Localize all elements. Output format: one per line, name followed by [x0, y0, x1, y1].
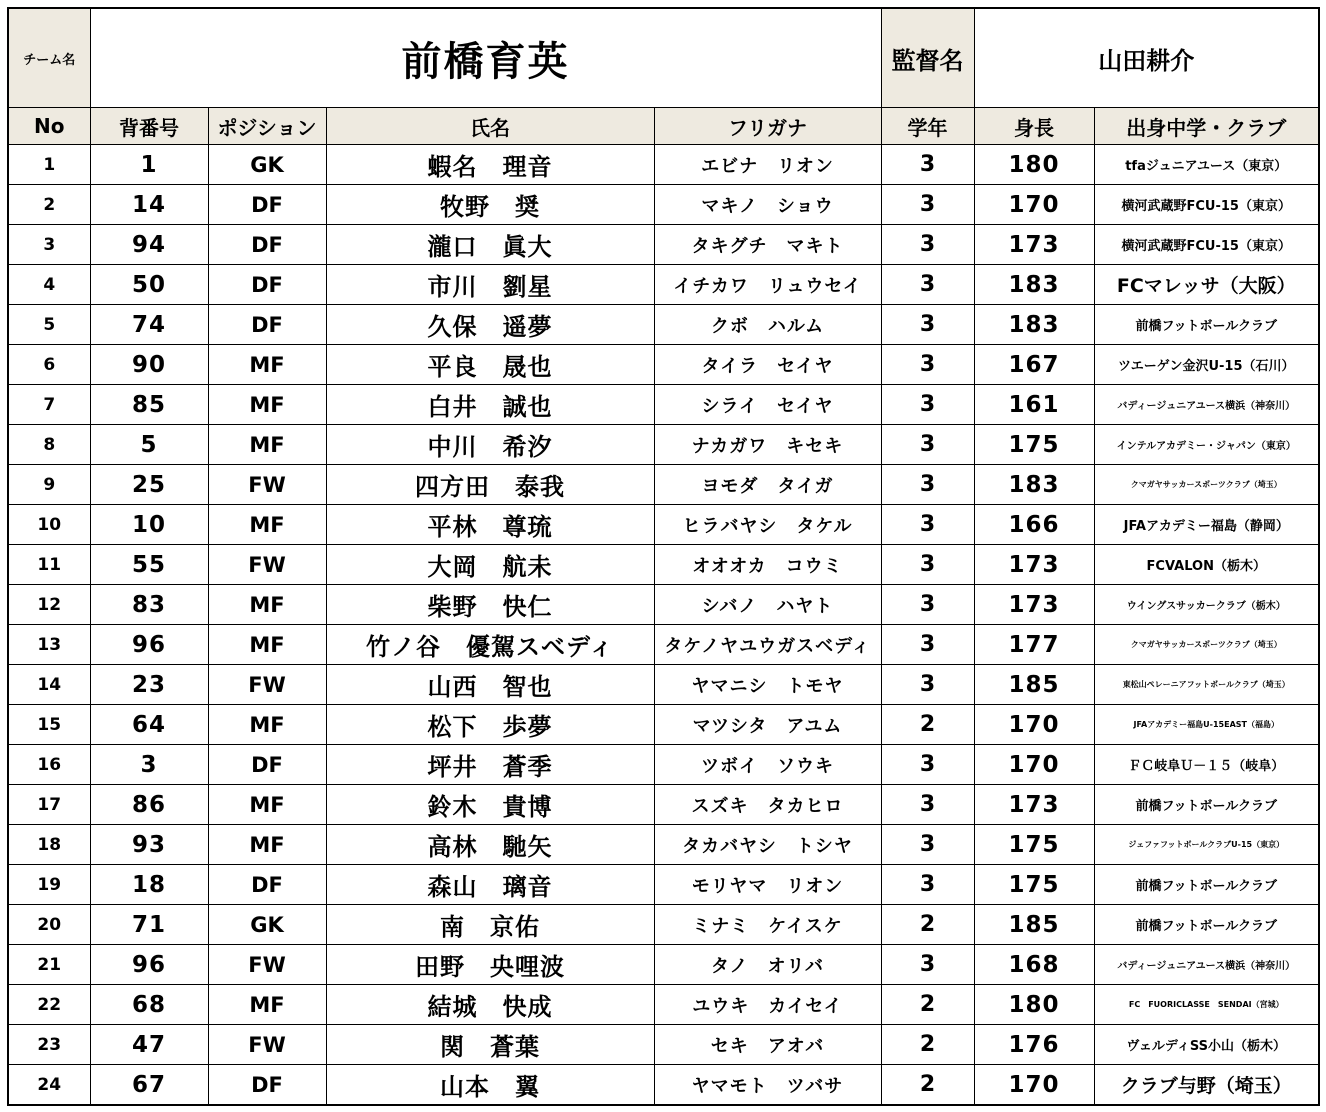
player-number: 83 [90, 585, 208, 625]
player-kana: タケノヤユウガスベディ [654, 625, 881, 665]
player-grade: 3 [881, 385, 974, 425]
player-position: MF [208, 625, 326, 665]
player-number: 93 [90, 825, 208, 865]
player-grade: 3 [881, 305, 974, 345]
player-kana: タイラ セイヤ [654, 345, 881, 385]
player-height: 173 [974, 785, 1094, 825]
player-name: 四方田 泰我 [326, 465, 654, 505]
player-height: 167 [974, 345, 1094, 385]
col-height: 身長 [974, 108, 1094, 145]
player-number: 94 [90, 225, 208, 265]
player-no: 12 [8, 585, 90, 625]
player-position: MF [208, 505, 326, 545]
player-no: 14 [8, 665, 90, 705]
player-club: 前橋フットボールクラブ [1094, 785, 1319, 825]
table-row [8, 945, 1319, 985]
roster-sheet [7, 7, 1318, 1106]
player-number: 47 [90, 1025, 208, 1065]
player-position: DF [208, 1065, 326, 1106]
team-header-row [8, 8, 1319, 108]
player-grade: 3 [881, 145, 974, 185]
player-kana: ヨモダ タイガ [654, 465, 881, 505]
player-position: DF [208, 305, 326, 345]
player-number: 10 [90, 505, 208, 545]
table-row [8, 425, 1319, 465]
player-club: ヴェルディSS小山（栃木） [1094, 1025, 1319, 1065]
table-row [8, 545, 1319, 585]
player-no: 8 [8, 425, 90, 465]
player-number: 1 [90, 145, 208, 185]
player-position: FW [208, 465, 326, 505]
player-kana: クボ ハルム [654, 305, 881, 345]
player-kana: タノ オリバ [654, 945, 881, 985]
player-grade: 3 [881, 945, 974, 985]
team-name: 前橋育英 [90, 8, 881, 108]
player-name: 山西 智也 [326, 665, 654, 705]
table-row [8, 825, 1319, 865]
player-number: 25 [90, 465, 208, 505]
player-name: 白井 誠也 [326, 385, 654, 425]
player-club: クマガヤサッカースポーツクラブ（埼玉） [1094, 625, 1319, 665]
player-name: 森山 璃音 [326, 865, 654, 905]
player-position: FW [208, 665, 326, 705]
col-club: 出身中学・クラブ [1094, 108, 1319, 145]
player-kana: セキ アオバ [654, 1025, 881, 1065]
player-club: ツエーゲン金沢U-15（石川） [1094, 345, 1319, 385]
player-number: 68 [90, 985, 208, 1025]
player-height: 177 [974, 625, 1094, 665]
player-club: 前橋フットボールクラブ [1094, 865, 1319, 905]
coach-label: 監督名 [881, 8, 974, 108]
player-club: ジェファフットボールクラブU-15（東京） [1094, 825, 1319, 865]
player-height: 170 [974, 1065, 1094, 1106]
player-number: 64 [90, 705, 208, 745]
col-kana: フリガナ [654, 108, 881, 145]
player-grade: 3 [881, 825, 974, 865]
player-grade: 3 [881, 265, 974, 305]
player-position: DF [208, 745, 326, 785]
player-club: FCマレッサ（大阪） [1094, 265, 1319, 305]
player-number: 14 [90, 185, 208, 225]
player-club: クマガヤサッカースポーツクラブ（埼玉） [1094, 465, 1319, 505]
player-kana: ヒラバヤシ タケル [654, 505, 881, 545]
player-name: 松下 歩夢 [326, 705, 654, 745]
table-row [8, 785, 1319, 825]
table-row [8, 305, 1319, 345]
player-position: MF [208, 425, 326, 465]
col-grade: 学年 [881, 108, 974, 145]
player-number: 50 [90, 265, 208, 305]
player-height: 166 [974, 505, 1094, 545]
player-number: 23 [90, 665, 208, 705]
table-row [8, 985, 1319, 1025]
player-kana: ヤマモト ツバサ [654, 1065, 881, 1106]
player-name: 高林 馳矢 [326, 825, 654, 865]
player-club: 横河武蔵野FCU-15（東京） [1094, 185, 1319, 225]
player-height: 173 [974, 585, 1094, 625]
player-number: 86 [90, 785, 208, 825]
player-name: 南 京佑 [326, 905, 654, 945]
player-no: 20 [8, 905, 90, 945]
col-name: 氏名 [326, 108, 654, 145]
player-position: MF [208, 785, 326, 825]
player-position: GK [208, 145, 326, 185]
player-kana: モリヤマ リオン [654, 865, 881, 905]
player-name: 結城 快成 [326, 985, 654, 1025]
player-no: 7 [8, 385, 90, 425]
player-number: 74 [90, 305, 208, 345]
player-position: DF [208, 265, 326, 305]
player-name: 中川 希汐 [326, 425, 654, 465]
player-no: 1 [8, 145, 90, 185]
player-club: JFAアカデミー福島U-15EAST（福島） [1094, 705, 1319, 745]
player-position: DF [208, 225, 326, 265]
player-kana: ツボイ ソウキ [654, 745, 881, 785]
player-number: 71 [90, 905, 208, 945]
player-name: 市川 劉星 [326, 265, 654, 305]
player-club: バディージュニアユース横浜（神奈川） [1094, 385, 1319, 425]
player-no: 13 [8, 625, 90, 665]
player-position: GK [208, 905, 326, 945]
player-name: 関 蒼葉 [326, 1025, 654, 1065]
player-no: 15 [8, 705, 90, 745]
player-kana: タカバヤシ トシヤ [654, 825, 881, 865]
player-number: 3 [90, 745, 208, 785]
player-number: 96 [90, 945, 208, 985]
player-kana: ミナミ ケイスケ [654, 905, 881, 945]
table-row [8, 345, 1319, 385]
column-header-row [8, 108, 1319, 145]
player-no: 4 [8, 265, 90, 305]
table-row [8, 585, 1319, 625]
player-height: 173 [974, 545, 1094, 585]
player-height: 170 [974, 745, 1094, 785]
player-kana: シバノ ハヤト [654, 585, 881, 625]
player-club: 前橋フットボールクラブ [1094, 905, 1319, 945]
player-kana: エビナ リオン [654, 145, 881, 185]
player-height: 180 [974, 145, 1094, 185]
player-no: 10 [8, 505, 90, 545]
table-row [8, 1065, 1319, 1106]
player-grade: 3 [881, 425, 974, 465]
player-height: 175 [974, 425, 1094, 465]
table-row [8, 905, 1319, 945]
player-name: 竹ノ谷 優駕スベディ [326, 625, 654, 665]
table-row [8, 625, 1319, 665]
player-no: 22 [8, 985, 90, 1025]
col-no: No [8, 108, 90, 145]
player-grade: 3 [881, 865, 974, 905]
player-club: ＦＣ岐阜Ｕ－１５（岐阜） [1094, 745, 1319, 785]
player-no: 16 [8, 745, 90, 785]
player-club: tfaジュニアユース（東京） [1094, 145, 1319, 185]
player-height: 185 [974, 905, 1094, 945]
player-height: 183 [974, 465, 1094, 505]
player-club: ウイングスサッカークラブ（栃木） [1094, 585, 1319, 625]
player-number: 18 [90, 865, 208, 905]
player-name: 瀧口 眞大 [326, 225, 654, 265]
player-number: 67 [90, 1065, 208, 1106]
player-height: 183 [974, 305, 1094, 345]
roster-table [7, 7, 1320, 1106]
player-no: 17 [8, 785, 90, 825]
player-no: 2 [8, 185, 90, 225]
player-grade: 2 [881, 905, 974, 945]
player-club: 東松山ペレーニアフットボールクラブ（埼玉） [1094, 665, 1319, 705]
player-name: 牧野 奨 [326, 185, 654, 225]
player-club: 前橋フットボールクラブ [1094, 305, 1319, 345]
player-club: FC FUORICLASSE SENDAI（宮城） [1094, 985, 1319, 1025]
player-grade: 2 [881, 1025, 974, 1065]
player-position: FW [208, 945, 326, 985]
table-row [8, 665, 1319, 705]
player-grade: 3 [881, 665, 974, 705]
player-kana: シライ セイヤ [654, 385, 881, 425]
player-position: DF [208, 185, 326, 225]
table-row [8, 225, 1319, 265]
player-position: DF [208, 865, 326, 905]
player-name: 田野 央哩波 [326, 945, 654, 985]
player-name: 鈴木 貴博 [326, 785, 654, 825]
player-name: 久保 遥夢 [326, 305, 654, 345]
player-grade: 3 [881, 625, 974, 665]
player-number: 90 [90, 345, 208, 385]
coach-name: 山田耕介 [974, 8, 1319, 108]
player-name: 山本 翼 [326, 1065, 654, 1106]
player-kana: スズキ タカヒロ [654, 785, 881, 825]
table-row [8, 1025, 1319, 1065]
table-row [8, 385, 1319, 425]
player-grade: 3 [881, 745, 974, 785]
player-height: 170 [974, 185, 1094, 225]
player-no: 9 [8, 465, 90, 505]
player-kana: ヤマニシ トモヤ [654, 665, 881, 705]
player-height: 185 [974, 665, 1094, 705]
col-number: 背番号 [90, 108, 208, 145]
player-position: MF [208, 585, 326, 625]
player-number: 5 [90, 425, 208, 465]
table-row [8, 745, 1319, 785]
player-number: 96 [90, 625, 208, 665]
player-height: 170 [974, 705, 1094, 745]
player-kana: ユウキ カイセイ [654, 985, 881, 1025]
player-name: 平良 晟也 [326, 345, 654, 385]
table-row [8, 265, 1319, 305]
table-row [8, 465, 1319, 505]
player-number: 85 [90, 385, 208, 425]
player-no: 3 [8, 225, 90, 265]
player-grade: 2 [881, 985, 974, 1025]
player-club: FCVALON（栃木） [1094, 545, 1319, 585]
player-club: 横河武蔵野FCU-15（東京） [1094, 225, 1319, 265]
player-kana: オオオカ コウミ [654, 545, 881, 585]
player-name: 坪井 蒼季 [326, 745, 654, 785]
table-row [8, 705, 1319, 745]
player-position: MF [208, 385, 326, 425]
col-position: ポジション [208, 108, 326, 145]
player-grade: 3 [881, 465, 974, 505]
player-no: 11 [8, 545, 90, 585]
player-grade: 3 [881, 585, 974, 625]
players-body [8, 145, 1319, 1106]
player-grade: 2 [881, 1065, 974, 1106]
player-kana: イチカワ リュウセイ [654, 265, 881, 305]
player-grade: 3 [881, 545, 974, 585]
player-number: 55 [90, 545, 208, 585]
player-club: バディージュニアユース横浜（神奈川） [1094, 945, 1319, 985]
table-row [8, 865, 1319, 905]
player-position: MF [208, 825, 326, 865]
player-position: MF [208, 985, 326, 1025]
player-no: 19 [8, 865, 90, 905]
player-height: 173 [974, 225, 1094, 265]
player-height: 176 [974, 1025, 1094, 1065]
player-height: 161 [974, 385, 1094, 425]
team-label: チーム名 [8, 8, 90, 108]
player-name: 蝦名 理音 [326, 145, 654, 185]
player-grade: 2 [881, 705, 974, 745]
player-position: MF [208, 345, 326, 385]
player-no: 24 [8, 1065, 90, 1106]
player-grade: 3 [881, 785, 974, 825]
player-position: FW [208, 1025, 326, 1065]
player-name: 柴野 快仁 [326, 585, 654, 625]
player-no: 21 [8, 945, 90, 985]
player-height: 168 [974, 945, 1094, 985]
player-no: 5 [8, 305, 90, 345]
player-no: 6 [8, 345, 90, 385]
player-name: 大岡 航未 [326, 545, 654, 585]
player-kana: ナカガワ キセキ [654, 425, 881, 465]
table-row [8, 505, 1319, 545]
table-row [8, 185, 1319, 225]
player-kana: タキグチ マキト [654, 225, 881, 265]
player-grade: 3 [881, 225, 974, 265]
player-height: 183 [974, 265, 1094, 305]
player-position: MF [208, 705, 326, 745]
player-grade: 3 [881, 505, 974, 545]
player-club: JFAアカデミー福島（静岡） [1094, 505, 1319, 545]
player-kana: マキノ ショウ [654, 185, 881, 225]
player-name: 平林 尊琉 [326, 505, 654, 545]
player-kana: マツシタ アユム [654, 705, 881, 745]
player-height: 175 [974, 825, 1094, 865]
table-row [8, 145, 1319, 185]
player-club: インテルアカデミー・ジャパン（東京） [1094, 425, 1319, 465]
player-height: 175 [974, 865, 1094, 905]
player-position: FW [208, 545, 326, 585]
player-height: 180 [974, 985, 1094, 1025]
player-grade: 3 [881, 185, 974, 225]
player-no: 23 [8, 1025, 90, 1065]
player-no: 18 [8, 825, 90, 865]
player-club: クラブ与野（埼玉） [1094, 1065, 1319, 1106]
player-grade: 3 [881, 345, 974, 385]
